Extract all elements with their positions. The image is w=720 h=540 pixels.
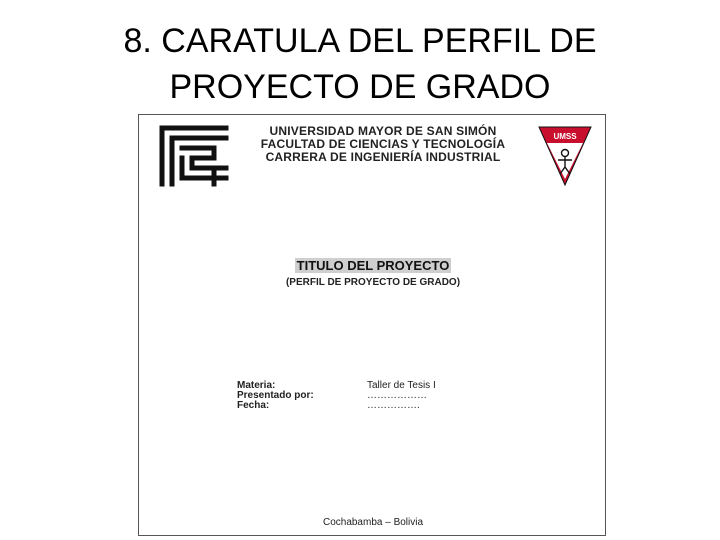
info-table: [237, 381, 436, 411]
career-name: CARRERA DE INGENIERÍA INDUSTRIAL: [265, 150, 501, 164]
umss-logo-text: UMSS: [553, 132, 577, 141]
info-label: Materia:: [237, 380, 276, 391]
info-label: Presentado por:: [237, 390, 314, 401]
institution-header: [243, 125, 523, 164]
info-label: Fecha:: [237, 400, 270, 411]
info-value: …………….: [367, 400, 420, 411]
info-row-date: [237, 401, 436, 411]
fcyt-logo-icon: [159, 125, 229, 187]
slide-title-line-2: PROYECTO DE GRADO: [169, 68, 551, 106]
university-name: UNIVERSIDAD MAYOR DE SAN SIMÓN: [269, 124, 497, 138]
project-title-block: [139, 257, 607, 290]
info-value: ………………: [367, 390, 427, 401]
slide-title: [0, 18, 720, 110]
city-footer: Cochabamba – Bolivia: [322, 517, 424, 528]
umss-logo-icon: [537, 123, 593, 187]
cover-page: [138, 114, 606, 536]
project-subtitle: (PERFIL DE PROYECTO DE GRADO): [285, 277, 461, 288]
info-value: Taller de Tesis I: [367, 380, 436, 391]
slide-title-line-1: 8. CARATULA DEL PERFIL DE: [123, 22, 597, 60]
faculty-name: FACULTAD DE CIENCIAS Y TECNOLOGÍA: [260, 137, 506, 151]
project-title: TITULO DEL PROYECTO: [296, 258, 450, 273]
